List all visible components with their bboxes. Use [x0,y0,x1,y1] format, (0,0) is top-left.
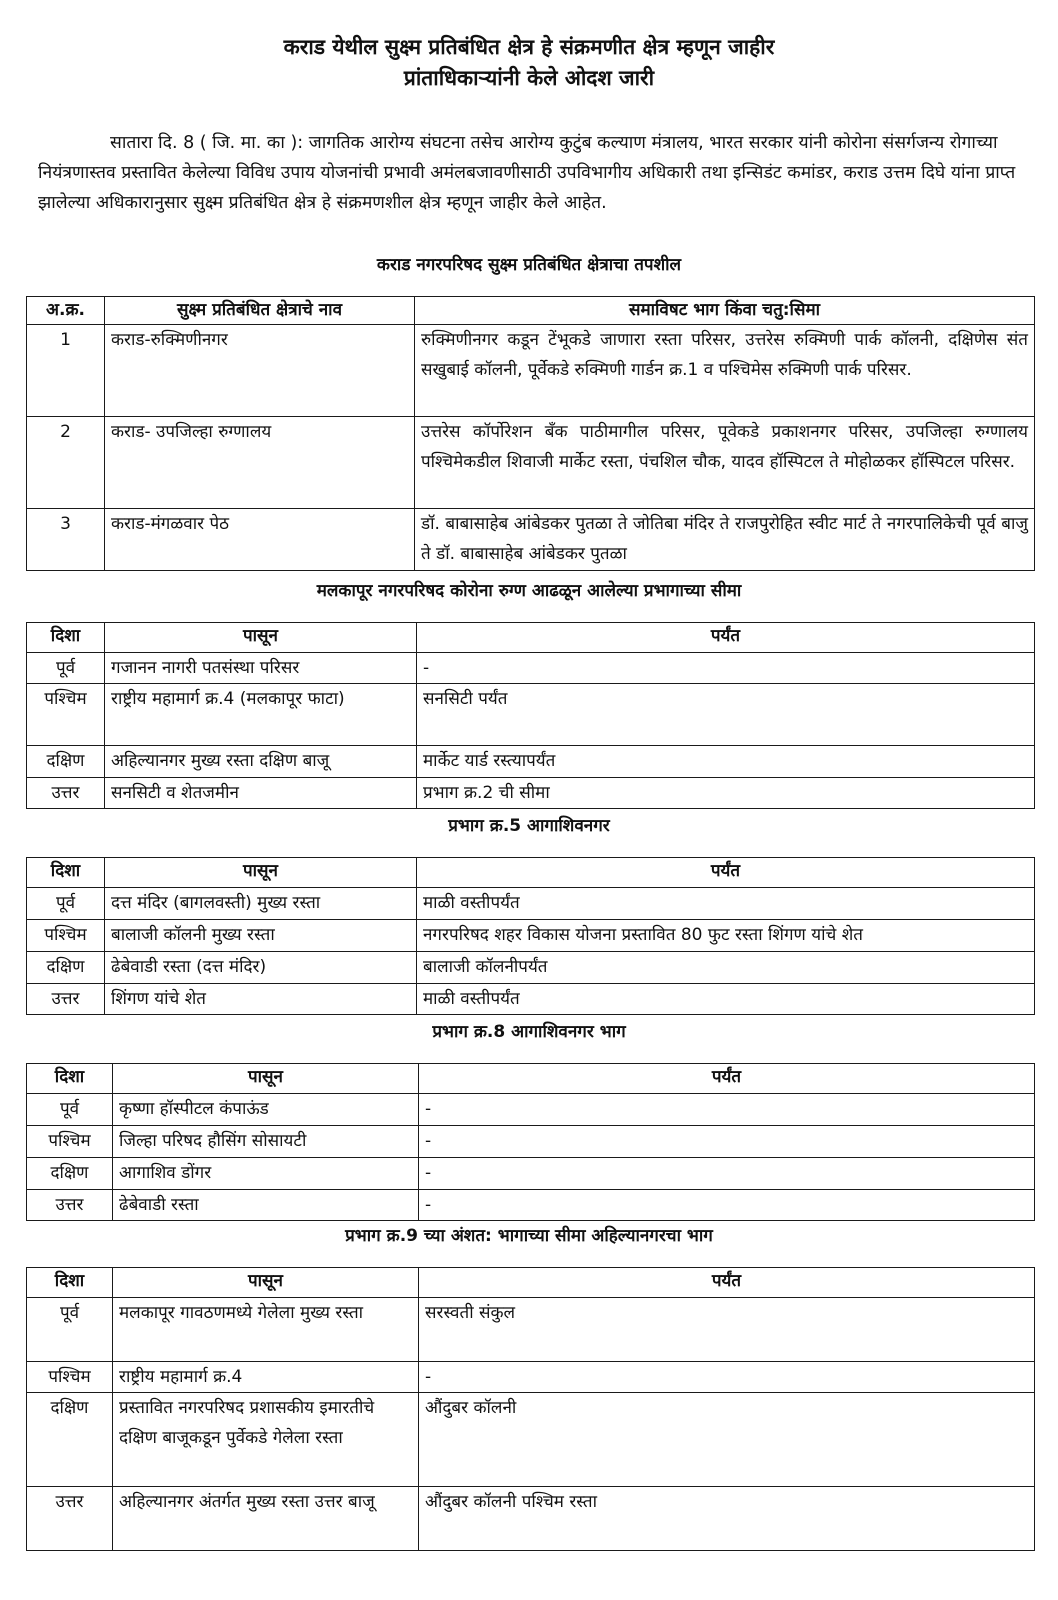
table-row [27,778,1035,809]
header-from: पासून [113,1268,419,1298]
serial-number: 3 [27,509,105,571]
table-row [27,1487,1035,1551]
from: ढेबेवाडी रस्ता [113,1190,419,1221]
table-row [27,888,1035,920]
from: आगाशिव डोंगर [113,1158,419,1190]
table-row [27,1158,1035,1190]
table-header-row [27,297,1035,325]
to: - [419,1190,1035,1221]
header-from: पासून [105,623,417,653]
direction: पूर्व [27,1094,113,1126]
prabhag9-table [26,1267,1035,1551]
direction: पश्चिम [27,1362,113,1393]
to: माळी वस्तीपर्यंत [417,888,1035,920]
table-row [27,984,1035,1015]
table-row [27,920,1035,952]
karad-caption: कराड नगरपरिषद सुक्ष्म प्रतिबंधित क्षेत्राचा तपशील [376,255,682,275]
prabhag9-caption: प्रभाग क्र.9 च्या अंशत: भागाच्या सीमा अहिल्यानगरचा भाग [345,1226,713,1246]
to: - [419,1158,1035,1190]
header-area-name: सुक्ष्म प्रतिबंधित क्षेत्राचे नाव [105,297,415,325]
from: ढेबेवाडी रस्ता (दत्त मंदिर) [105,952,417,984]
direction: पूर्व [27,888,105,920]
from: कृष्णा हॉस्पीटल कंपाऊंड [113,1094,419,1126]
direction: पश्चिम [27,1126,113,1158]
table-row [27,1362,1035,1393]
from: सनसिटी व शेतजमीन [105,778,417,809]
serial-number: 1 [27,325,105,417]
area-name: कराड-रुक्मिणीनगर [105,325,415,417]
from: जिल्हा परिषद हौसिंग सोसायटी [113,1126,419,1158]
area-boundaries: उत्तरेस कॉर्पोरेशन बँक पाठीमागील परिसर, पूवेकडे प्रकाशनगर परिसर, उपजिल्हा रुग्णालय पश्चिमेकडील शिवाजी मार्केट रस्ता, पंचशिल चौक, यादव हॉस्पिटल ते मोहोळकर हॉस्पिटल परिसर. [415,417,1035,509]
header-direction: दिशा [27,858,105,888]
title-line-2: प्रांताधिकाऱ्यांनी केले ओदश जारी [403,66,655,90]
direction: पूर्व [27,653,105,684]
to: नगरपरिषद शहर विकास योजना प्रस्तावित 80 फुट रस्ता शिंगण यांचे शेत [417,920,1035,952]
direction: पूर्व [27,1298,113,1362]
from: शिंगण यांचे शेत [105,984,417,1015]
direction: उत्तर [27,778,105,809]
direction: दक्षिण [27,1393,113,1487]
table-row [27,746,1035,778]
from: गजानन नागरी पतसंस्था परिसर [105,653,417,684]
header-serial: अ.क्र. [27,297,105,325]
to: - [419,1094,1035,1126]
header-to: पर्यंत [417,858,1035,888]
header-to: पर्यंत [419,1268,1035,1298]
direction: दक्षिण [27,1158,113,1190]
direction: उत्तर [27,1190,113,1221]
malkapur-table [26,622,1035,809]
prabhag8-caption: प्रभाग क्र.8 आगाशिवनगर भाग [432,1022,626,1042]
from: राष्ट्रीय महामार्ग क्र.4 (मलकापूर फाटा) [105,684,417,746]
area-name: कराड- उपजिल्हा रुग्णालय [105,417,415,509]
from: बालाजी कॉलनी मुख्य रस्ता [105,920,417,952]
header-from: पासून [105,858,417,888]
to: - [419,1126,1035,1158]
table-row [27,684,1035,746]
direction: दक्षिण [27,746,105,778]
table-row [27,1190,1035,1221]
area-boundaries: रुक्मिणीनगर कडून टेंभूकडे जाणारा रस्ता परिसर, उत्तरेस रुक्मिणी पार्क कॉलनी, दक्षिणेस संत सखुबाई कॉलनी, पूर्वेकडे रुक्मिणी गार्डन क्र.1 व पश्चिमेस रुक्मिणी पार्क परिसर. [415,325,1035,417]
direction: उत्तर [27,1487,113,1551]
from: मलकापूर गावठणमध्ये गेलेला मुख्य रस्ता [113,1298,419,1362]
table-row [27,952,1035,984]
direction: उत्तर [27,984,105,1015]
to: औंदुबर कॉलनी [419,1393,1035,1487]
from: अहिल्यानगर मुख्य रस्ता दक्षिण बाजू [105,746,417,778]
intro-paragraph: सातारा दि. 8 ( जि. मा. का ): जागतिक आरोग्य संघटना तसेच आरोग्य कुटुंब कल्याण मंत्रालय, भारत सरकार यांनी कोरोना संसर्गजन्य रोगाच्या नियंत्रणास्तव प्रस्तावित केलेल्या विविध उपाय योजनांची प्रभावी अमंलबजावणीसाठी उपविभागीय अधिकारी तथा इन्सिडंट कमांडर, कराड उत्तम दिघे यांना प्राप्त झालेल्या अधिकारानुसार सुक्ष्म प्रतिबंधित क्षेत्र हे संक्रमणशील क्षेत्र म्हणून जाहीर केले आहेत. [38,133,1016,213]
header-direction: दिशा [27,623,105,653]
table-header-row [27,1064,1035,1094]
area-boundaries: डॉ. बाबासाहेब आंबेडकर पुतळा ते जोतिबा मंदिर ते राजपुरोहित स्वीट मार्ट ते नगरपालिकेची पूर्व बाजु ते डॉ. बाबासाहेब आंबेडकर पुतळा [415,509,1035,571]
to: मार्केट यार्ड रस्त्यापर्यंत [417,746,1035,778]
header-from: पासून [113,1064,419,1094]
malkapur-caption: मलकापूर नगरपरिषद कोरोना रुग्ण आढळून आलेल्या प्रभागाच्या सीमा [316,581,742,601]
header-to: पर्यंत [417,623,1035,653]
header-boundaries: समाविषट भाग किंवा चतु:सिमा [415,297,1035,325]
table-header-row [27,1268,1035,1298]
direction: पश्चिम [27,684,105,746]
header-direction: दिशा [27,1064,113,1094]
prabhag5-caption: प्रभाग क्र.5 आगाशिवनगर [448,816,610,836]
to: बालाजी कॉलनीपर्यंत [417,952,1035,984]
table-row [27,1298,1035,1362]
to: प्रभाग क्र.2 ची सीमा [417,778,1035,809]
header-direction: दिशा [27,1268,113,1298]
table-row [27,1094,1035,1126]
direction: पश्चिम [27,920,105,952]
karad-table [26,296,1035,571]
from: दत्त मंदिर (बागलवस्ती) मुख्य रस्ता [105,888,417,920]
table-row [27,509,1035,571]
from: अहिल्यानगर अंतर्गत मुख्य रस्ता उत्तर बाजू [113,1487,419,1551]
table-header-row [27,858,1035,888]
header-to: पर्यंत [419,1064,1035,1094]
from: प्रस्तावित नगरपरिषद प्रशासकीय इमारतीचे दक्षिण बाजूकडून पुर्वेकडे गेलेला रस्ता [113,1393,419,1487]
to: - [417,653,1035,684]
area-name: कराड-मंगळवार पेठ [105,509,415,571]
from: राष्ट्रीय महामार्ग क्र.4 [113,1362,419,1393]
table-row [27,1393,1035,1487]
direction: दक्षिण [27,952,105,984]
to: सरस्वती संकुल [419,1298,1035,1362]
serial-number: 2 [27,417,105,509]
to: सनसिटी पर्यंत [417,684,1035,746]
to: - [419,1362,1035,1393]
table-row [27,1126,1035,1158]
prabhag5-table [26,857,1035,1015]
to: माळी वस्तीपर्यंत [417,984,1035,1015]
table-row [27,325,1035,417]
to: औंदुबर कॉलनी पश्चिम रस्ता [419,1487,1035,1551]
prabhag8-table [26,1063,1035,1221]
table-row [27,653,1035,684]
table-header-row [27,623,1035,653]
table-row [27,417,1035,509]
title-line-1: कराड येथील सुक्ष्म प्रतिबंधित क्षेत्र हे संक्रमणीत क्षेत्र म्हणून जाहीर [283,35,775,59]
